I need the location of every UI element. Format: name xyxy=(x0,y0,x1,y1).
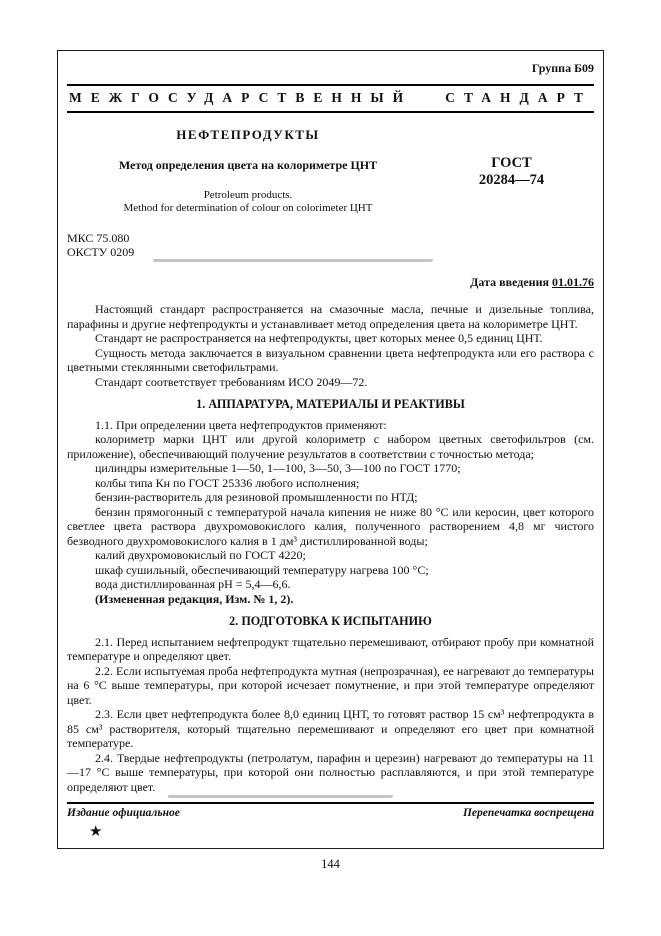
title-column xyxy=(67,125,429,215)
intro-paragraph: Сущность метода заключается в визуальном сравнении цвета нефтепродукта или его раствора с цветными стеклянными светофильтрами. xyxy=(67,345,594,374)
spec-item: 1.1. При определении цвета нефтепродуктов применяют: xyxy=(95,417,387,432)
section-1-heading: 1. АППАРАТУРА, МАТЕРИАЛЫ И РЕАКТИВЫ xyxy=(196,397,465,411)
procedure-paragraph: 2.2. Если испытуемая проба нефтепродукта мутная (непрозрачная), ее нагревают до температуры на 6 °С выше температуры, при которой исчезает помутнение, и при этой температуре определяют цвет. xyxy=(67,663,594,707)
document-title: НЕФТЕПРОДУКТЫ xyxy=(176,127,320,142)
star-icon: ★ xyxy=(89,824,103,840)
reprint-notice: Перепечатка воспрещена xyxy=(462,807,594,819)
spec-item: цилиндры измерительные 1—50, 1—100, 3—50, 3—100 по ГОСТ 1770; xyxy=(95,461,461,475)
standard-banner xyxy=(67,84,594,113)
effective-date xyxy=(67,275,594,290)
spec-item: колбы типа Кн по ГОСТ 25336 любого исполнения; xyxy=(95,475,360,490)
title-block xyxy=(67,125,594,215)
spec-item: вода дистиллированная рН = 5,4—6,6. xyxy=(95,577,291,591)
footer-rule xyxy=(67,802,594,804)
footer-row xyxy=(67,807,594,819)
group-label: Группа Б09 xyxy=(531,61,594,75)
scan-artifact-line xyxy=(153,259,433,262)
gost-label: ГОСТ xyxy=(491,155,532,171)
gost-designation xyxy=(429,125,594,215)
classification-codes xyxy=(67,231,594,259)
spec-item: колориметр марки ЦНТ или другой колориметр с набором цветных светофильтров (см. приложение), обеспечивающий получение результатов в соответствии с точностью метода; xyxy=(67,432,594,461)
intro-paragraph: Стандарт не распространяется на нефтепродукты, цвет которых менее 0,5 единиц ЦНТ. xyxy=(95,331,543,345)
document-body xyxy=(67,302,594,794)
banner-word-1: МЕЖГОСУДАРСТВЕННЫЙ xyxy=(69,90,413,105)
spec-item: калий двухромовокислый по ГОСТ 4220; xyxy=(95,548,306,562)
amendment-note: (Измененная редакция, Изм. № 1, 2). xyxy=(95,591,294,606)
document-subtitle: Метод определения цвета на колориметре ЦНТ xyxy=(118,158,378,172)
spec-item: бензин-растворитель для резиновой промышленности по НТД; xyxy=(95,490,418,504)
gost-number: 20284—74 xyxy=(478,172,545,188)
effective-date-label: Дата введения xyxy=(470,275,552,289)
edition-note: Издание официальное xyxy=(67,807,180,819)
banner-word-2: СТАНДАРТ xyxy=(445,90,592,105)
procedure-paragraph: 2.4. Твердые нефтепродукты (петролатум, парафин и церезин) нагревают до температуры на 11—17 °С выше температуры, при которой они полностью расплавляются, и при этой температуре определяют цвет. xyxy=(67,750,594,794)
okstu-code: ОКСТУ 0209 xyxy=(67,245,135,259)
procedure-paragraph: 2.1. Перед испытанием нефтепродукт тщательно перемешивают, отбирают пробу при комнатной температуре и определяют цвет. xyxy=(67,634,594,663)
title-english xyxy=(73,189,423,215)
page-footer xyxy=(67,802,594,840)
title-english-line-2: Method for determination of colour on colorimeter ЦНТ xyxy=(123,202,373,214)
intro-paragraph: Стандарт соответствует требованиям ИСО 2049—72. xyxy=(95,374,368,389)
page-number: 144 xyxy=(321,857,340,871)
title-english-line-1: Petroleum products. xyxy=(203,189,293,201)
scan-artifact-line xyxy=(168,795,393,798)
mks-code: МКС 75.080 xyxy=(67,231,130,245)
spec-item: бензин прямогонный с температурой начала кипения не ниже 80 °С или керосин, цвет которого светлее цвета раствора двухромовокислого калия, полученного растворением 4,8 мг чистого безводного двухромовокислого калия в 1 дм³ дистиллированной воды; xyxy=(67,504,594,548)
procedure-paragraph: 2.3. Если цвет нефтепродукта более 8,0 единиц ЦНТ, то готовят раствор 15 см³ нефтепродукта в 85 см³ растворителя, который тщательно перемешивают и определяют его цвет при комнатной температуре. xyxy=(67,707,594,750)
spec-item: шкаф сушильный, обеспечивающий температуру нагрева 100 °С; xyxy=(95,562,429,577)
page-frame xyxy=(57,50,604,849)
section-2-heading: 2. ПОДГОТОВКА К ИСПЫТАНИЮ xyxy=(229,614,432,628)
effective-date-value: 01.01.76 xyxy=(552,275,594,289)
intro-paragraph: Настоящий стандарт распространяется на смазочные масла, печные и дизельные топлива, парафины и другие нефтепродукты и устанавливает метод определения цвета на колориметре ЦНТ. xyxy=(67,302,594,331)
